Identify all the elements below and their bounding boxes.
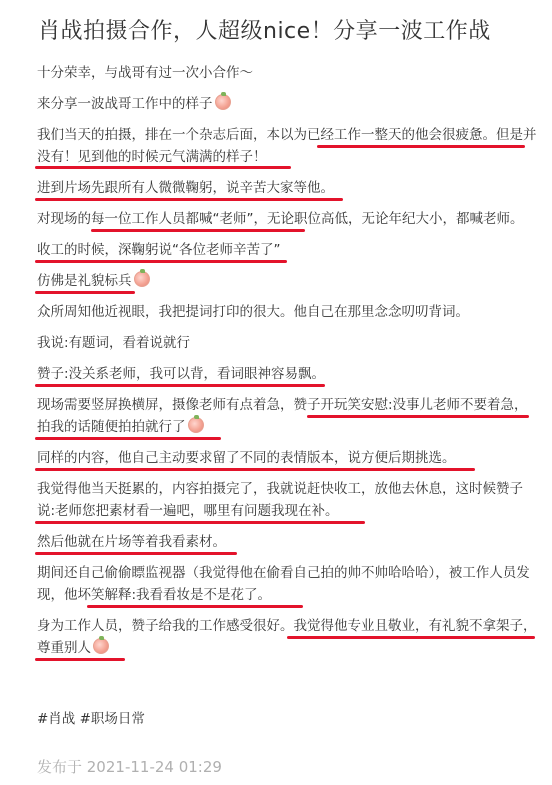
highlight-underline: [35, 291, 135, 294]
paragraph-1: 十分荣幸，与战哥有过一次小合作～: [37, 65, 253, 81]
highlight-underline: [35, 198, 343, 201]
peach-emoji-icon: [215, 94, 231, 110]
paragraph-14: 然后他就在片场等着我看素材。: [37, 531, 537, 553]
highlight-underline: [35, 166, 291, 169]
paragraph-13: 我觉得他当天挺累的，内容拍摄完了，我就说赶快收工，放他去休息，这时候赞子说:老师您把素材看一遍吧，哪里有问题我现在补。: [37, 478, 537, 522]
paragraph-8: 众所周知他近视眼，我把提词打印的很大。他自己在那里念念叨叨背词。: [37, 304, 469, 320]
paragraph-4: 进到片场先跟所有人微微鞠躬，说辛苦大家等他。: [37, 177, 537, 199]
peach-emoji-icon: [93, 638, 109, 654]
peach-emoji-icon: [188, 417, 204, 433]
highlight-underline: [35, 658, 125, 661]
post-tags[interactable]: #肖战 #职场日常: [37, 711, 145, 727]
paragraph-3: 我们当天的拍摄，排在一个杂志后面，本以为已经工作一整天的他会很疲惫。但是并没有！见到他的时候元气满满的样子！: [37, 124, 537, 168]
highlight-underline: [35, 384, 325, 387]
peach-emoji-icon: [134, 271, 150, 287]
paragraph-11: 现场需要竖屏换横屏，摄像老师有点着急，赞子开玩笑安慰:没事儿老师不要着急，拍我的话随便拍拍就行了: [37, 394, 537, 438]
paragraph-7: 仿佛是礼貌标兵: [37, 270, 537, 292]
highlight-underline: [87, 605, 303, 608]
highlight-underline: [287, 636, 535, 639]
highlight-underline: [35, 468, 475, 471]
post-body: [37, 62, 537, 668]
highlight-underline: [91, 229, 305, 232]
paragraph-12: 同样的内容，他自己主动要求留了不同的表情版本，说方便后期挑选。: [37, 447, 537, 469]
paragraph-2: 来分享一波战哥工作中的样子: [37, 93, 537, 115]
publish-timestamp: 发布于 2021-11-24 01:29: [37, 758, 222, 776]
paragraph-16: 身为工作人员，赞子给我的工作感受很好。我觉得他专业且敬业，有礼貌不拿架子，尊重别人: [37, 615, 537, 659]
highlight-underline: [35, 521, 365, 524]
paragraph-10: 赞子:没关系老师，我可以背，看词眼神容易飘。: [37, 363, 537, 385]
paragraph-15: 期间还自己偷偷瞟监视器（我觉得他在偷看自己拍的帅不帅哈哈哈），被工作人员发现，他坏笑解释:我看看妆是不是花了。: [37, 562, 537, 606]
highlight-underline: [35, 552, 237, 555]
paragraph-5: 对现场的每一位工作人员都喊“老师”，无论职位高低，无论年纪大小，都喊老师。: [37, 208, 537, 230]
highlight-underline: [35, 437, 221, 440]
post-title: 肖战拍摄合作，人超级nice！分享一波工作战: [38, 19, 491, 44]
highlight-underline: [35, 260, 287, 263]
paragraph-6: 收工的时候，深鞠躬说“各位老师辛苦了”: [37, 239, 537, 261]
paragraph-9: 我说:有题词，看着说就行: [37, 335, 191, 351]
highlight-underline: [307, 415, 529, 418]
highlight-underline: [317, 145, 525, 148]
